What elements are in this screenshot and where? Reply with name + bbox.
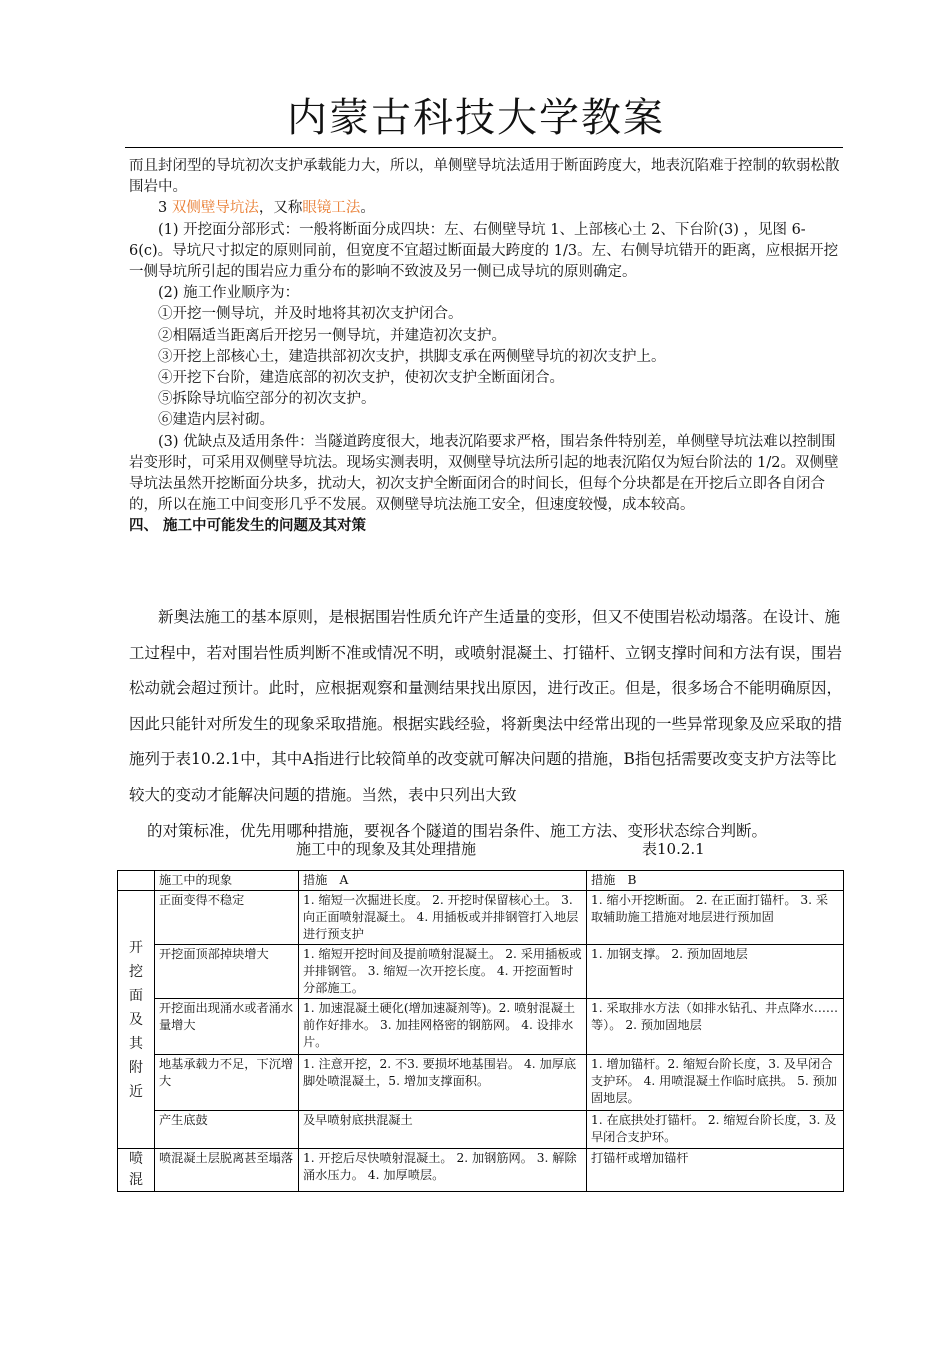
phenomenon-cell: 正面变得不稳定 xyxy=(155,891,299,945)
measure-a-cell: 及早喷射底拱混凝土 xyxy=(299,1111,587,1149)
header-cell: 措施 B xyxy=(587,871,844,891)
measure-a-cell: 1. 缩短开挖时间及提前喷射混凝土。 2. 采用插板或并排钢管。 3. 缩短一次开挖长度。 4. 开挖面暂时分部施工。 xyxy=(299,945,587,999)
section-number: 3 xyxy=(158,200,172,217)
step-item: ⑥建造内层衬砌。 xyxy=(158,412,274,429)
body-text xyxy=(129,156,843,538)
table-caption xyxy=(296,838,736,859)
phenomenon-cell: 地基承载力不足，下沉增大 xyxy=(155,1055,299,1111)
text-fragment: 。 xyxy=(360,200,375,217)
header-cell: 措施 A xyxy=(299,871,587,891)
measure-a-cell: 1. 加速混凝土硬化(增加速凝剂等)。2. 喷射混凝土前作好排水。 3. 加挂网格密的钢筋网。 4. 设排水片。 xyxy=(299,999,587,1055)
measures-table xyxy=(117,870,844,1192)
phenomenon-cell: 喷混凝土层脱离甚至塌落 xyxy=(155,1149,299,1192)
header-cell xyxy=(118,871,155,891)
text-fragment: ，又称 xyxy=(258,200,303,217)
step-item: ①开挖一侧导坑，并及时地将其初次支护闭合。 xyxy=(158,306,463,323)
table-row xyxy=(118,1149,844,1192)
section4-body xyxy=(129,600,843,849)
subsection-title xyxy=(129,198,843,219)
measure-a-cell: 1. 缩短一次掘进长度。 2. 开挖时保留核心土。 3. 向正面喷射混凝土。 4. 用插板或并排钢管打入地层进行预支护 xyxy=(299,891,587,945)
step-item: ②相隔适当距离后开挖另一侧导坑，并建造初次支护。 xyxy=(158,327,506,344)
paragraph: (3) 优缺点及适用条件：当隧道跨度很大，地表沉陷要求严格，围岩条件特别差，单侧壁导坑法难以控制围岩变形时，可采用双侧壁导坑法。现场实测表明，双侧壁导坑法所引起的地表沉陷仅为短台阶法的 1/2。双侧壁导坑法虽然开挖断面分块多，扰动大，初次支护全断面闭合的时间长，但每个分块都是在开挖后立即各自闭合的，所以在施工中间变形几乎不发展。双侧壁导坑法施工安全，但速度较慢，成本较高。 xyxy=(129,433,839,514)
measure-a-cell: 1. 注意开挖，2. 不3. 要损坏地基围岩。 4. 加厚底脚处喷混凝土，5. 增加支撑面积。 xyxy=(299,1055,587,1111)
measure-a-cell: 1. 开挖后尽快喷射混凝土。 2. 加钢筋网。 3. 解除涌水压力。 4. 加厚喷层。 xyxy=(299,1149,587,1192)
table-number: 表10.2.1 xyxy=(642,840,705,858)
group-label-shotcrete: 喷 混 xyxy=(118,1149,155,1192)
table-row xyxy=(118,999,844,1055)
paragraph: (2) 施工作业顺序为： xyxy=(158,285,300,302)
phenomenon-cell: 开挖面顶部掉块增大 xyxy=(155,945,299,999)
paragraph: 的对策标准，优先用哪种措施，要视各个隧道的围岩条件、施工方法、变形状态综合判断。 xyxy=(147,821,768,840)
paragraph: 而且封闭型的导坑初次支护承载能力大，所以，单侧壁导坑法适用于断面跨度大，地表沉陷难于控制的软弱松散围岩中。 xyxy=(129,158,840,196)
paragraph: 新奥法施工的基本原则，是根据围岩性质允许产生适量的变形，但又不使围岩松动塌落。在设计、施工过程中，若对围岩性质判断不准或情况不明，或喷射混凝土、打锚杆、立钢支撑时间和方法有误，围岩松动就会超过预计。此时，应根据观察和量测结果找出原因，进行改正。但是，很多场合不能明确原因，因此只能针对所发生的现象采取措施。根据实践经验，将新奥法中经常出现的一些异常现象及应采取的措施列于表10.2.1中，其中A指进行比较简单的改变就可解决问题的措施，B指包括需要改变支护方法等比较大的变动才能解决问题的措施。当然，表中只列出大致 xyxy=(129,608,843,804)
paragraph: (1) 开挖面分部形式：一般将断面分成四块：左、右侧壁导坑 1、上部核心土 2、下台阶(3) ，见图 6-6(c)。导坑尺寸拟定的原则同前，但宽度不宜超过断面最大跨度的 1/3。左、右侧导坑错开的距离，应根据开挖一侧导坑所引起的围岩应力重分布的影响不致波及另一侧已成导坑的原则确定。 xyxy=(129,221,839,281)
measure-b-cell: 1. 采取排水方法（如排水钻孔、井点降水……等）。 2. 预加固地层 xyxy=(587,999,844,1055)
method-link[interactable]: 双侧壁导坑法 xyxy=(171,200,259,217)
table-row xyxy=(118,1055,844,1111)
step-item: ③开挖上部核心土，建造拱部初次支护，拱脚支承在两侧壁导坑的初次支护上。 xyxy=(158,348,666,365)
header-cell: 施工中的现象 xyxy=(155,871,299,891)
measure-b-cell: 1. 在底拱处打锚杆。 2. 缩短台阶长度，3. 及早闭合支护环。 xyxy=(587,1111,844,1149)
measure-b-cell: 1. 缩小开挖断面。 2. 在正面打锚杆。 3. 采取辅助施工措施对地层进行预加固 xyxy=(587,891,844,945)
table-row xyxy=(118,1111,844,1149)
alias-link[interactable]: 眼镜工法 xyxy=(302,200,361,217)
measure-b-cell: 1. 加钢支撑。 2. 预加固地层 xyxy=(587,945,844,999)
step-item: ⑤拆除导坑临空部分的初次支护。 xyxy=(158,391,376,408)
phenomenon-cell: 开挖面出现涌水或者涌水量增大 xyxy=(155,999,299,1055)
measure-b-cell: 打锚杆或增加锚杆 xyxy=(587,1149,844,1192)
step-item: ④开挖下台阶，建造底部的初次支护，使初次支护全断面闭合。 xyxy=(158,370,564,387)
header-rule xyxy=(125,147,843,148)
measure-b-cell: 1. 增加锚杆。2. 缩短台阶长度，3. 及早闭合支护环。 4. 用喷混凝土作临时底拱。 5. 预加固地层。 xyxy=(587,1055,844,1111)
table-row xyxy=(118,891,844,945)
table-row xyxy=(118,945,844,999)
group-label-excavation-face: 开 挖 面 及 其 附 近 xyxy=(118,891,155,1149)
section-heading: 四、 施工中可能发生的问题及其对策 xyxy=(129,518,367,535)
page-title: 内蒙古科技大学教案 xyxy=(287,95,665,141)
table-header-row xyxy=(118,871,844,891)
table-title: 施工中的现象及其处理措施 xyxy=(296,840,477,858)
phenomenon-cell: 产生底鼓 xyxy=(155,1111,299,1149)
